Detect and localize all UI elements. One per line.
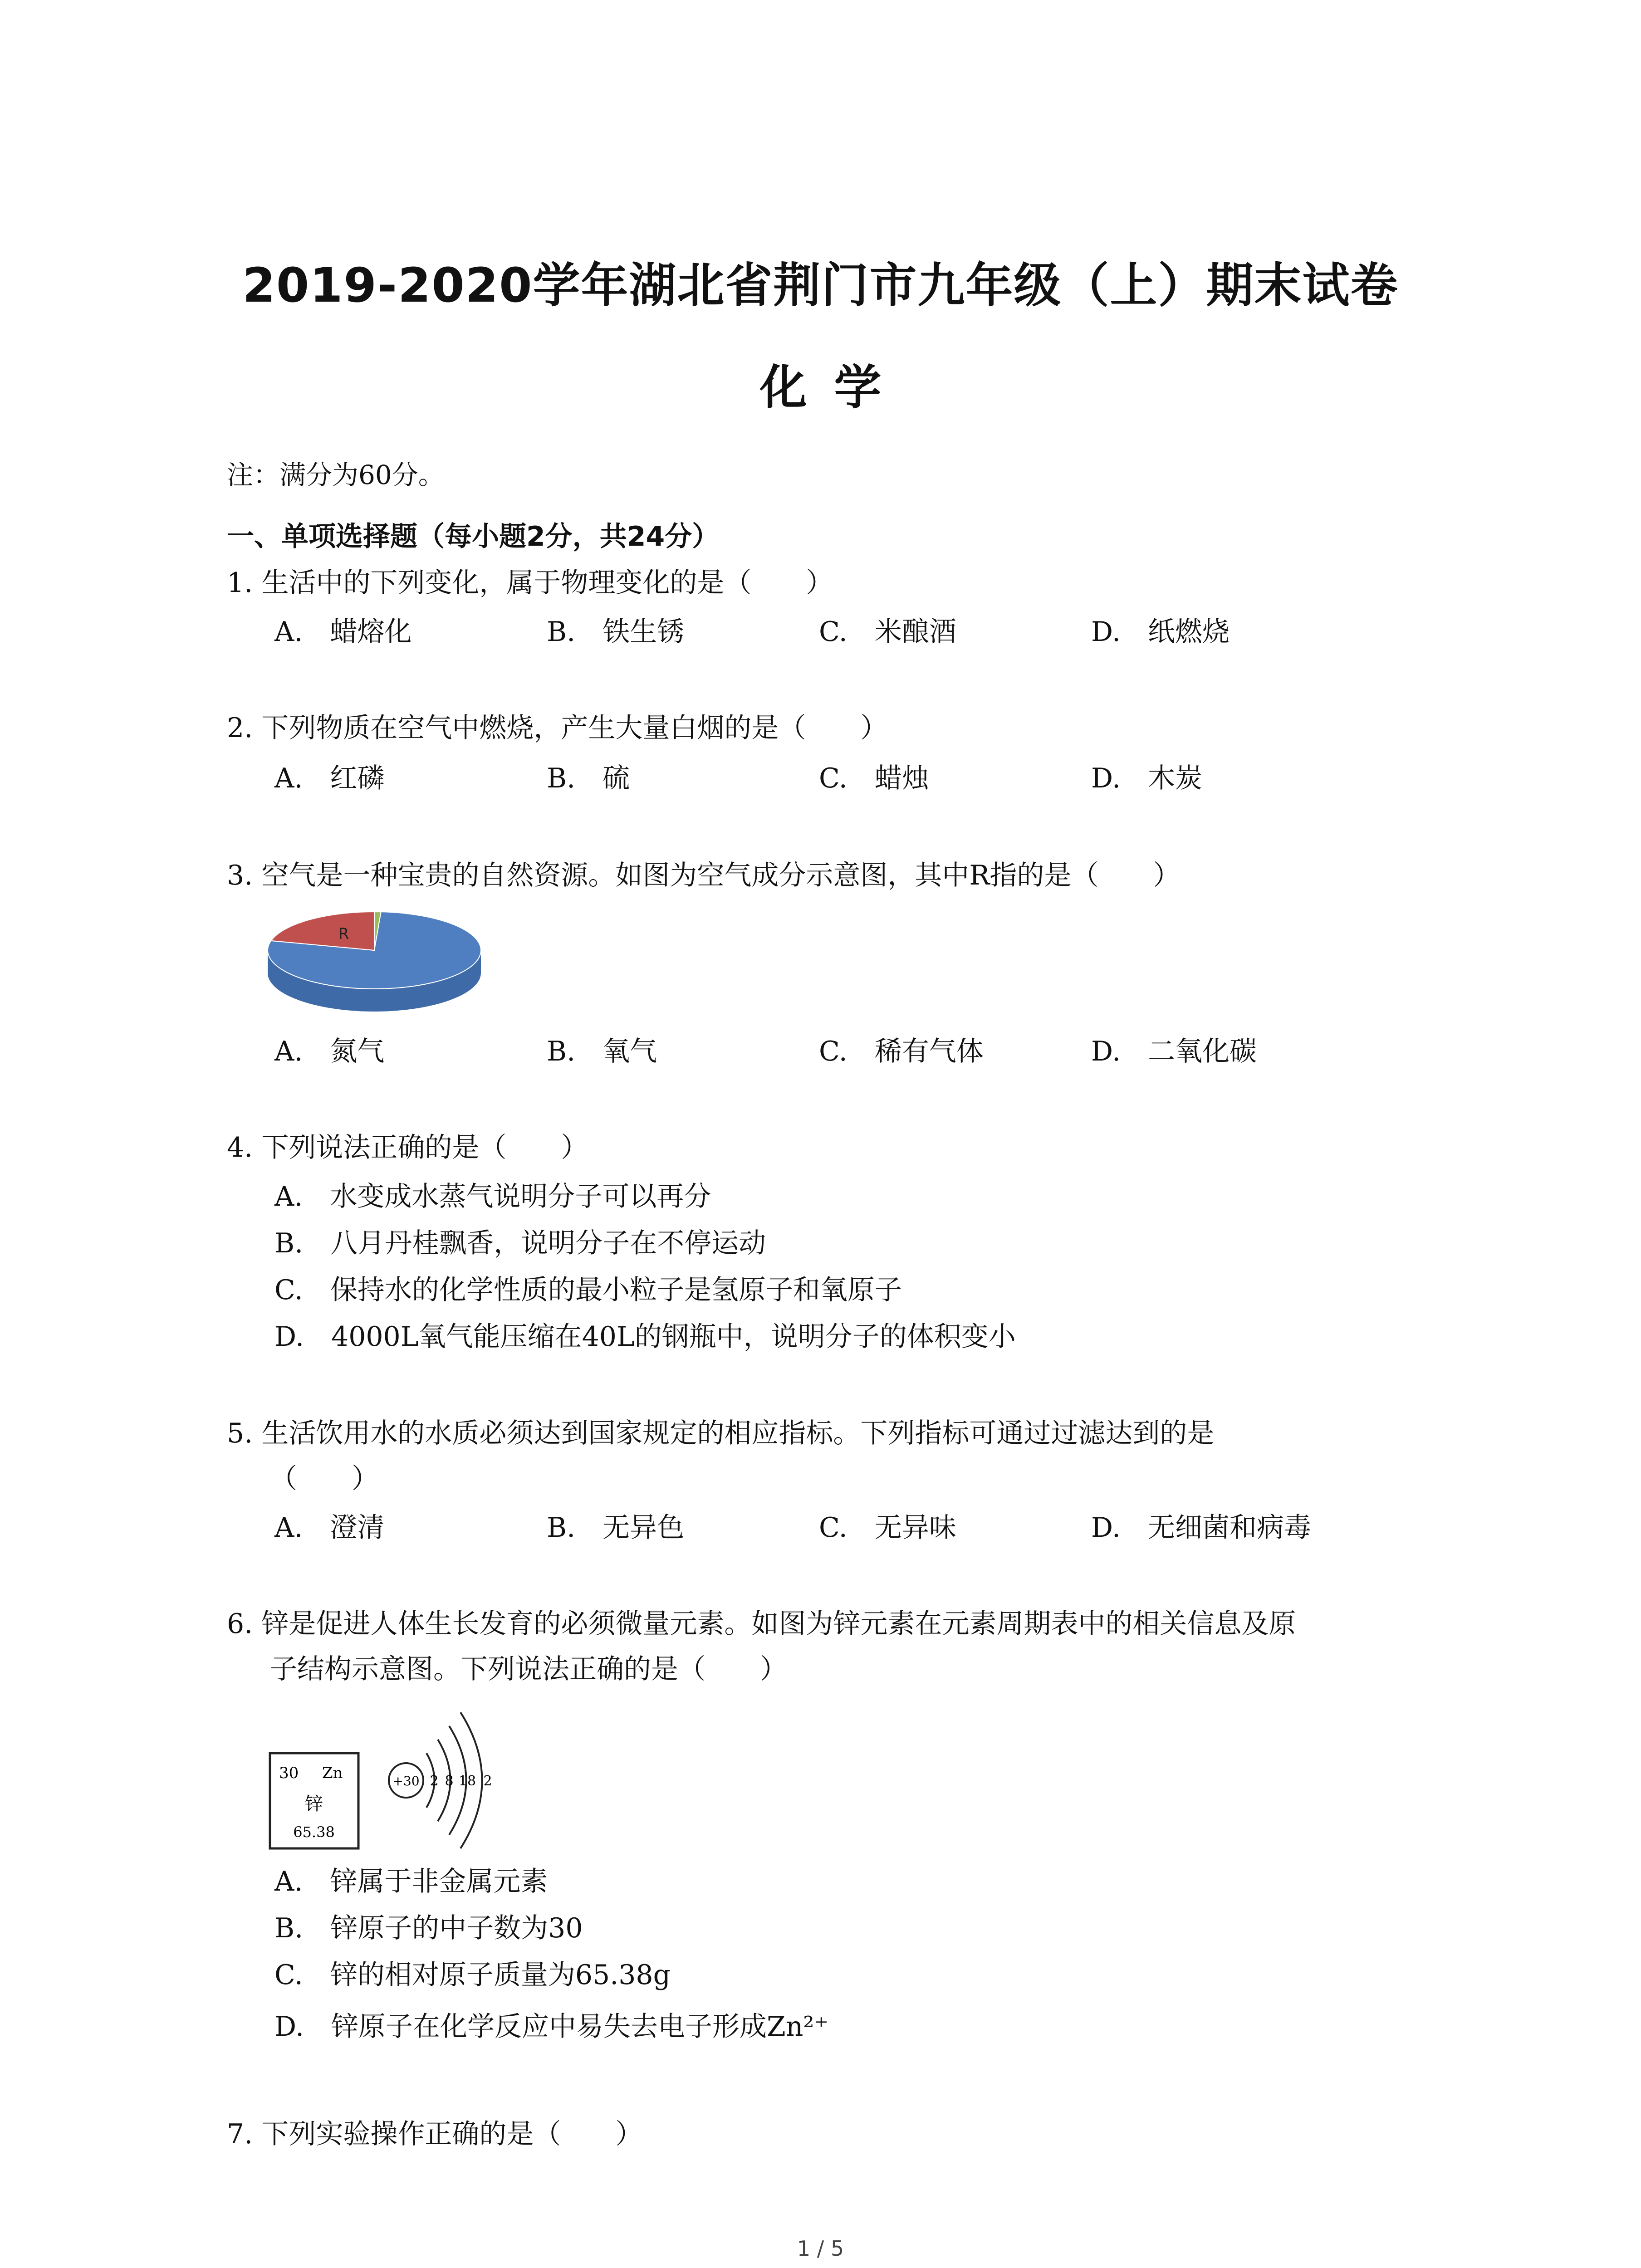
option-b[interactable]: B. 氧气	[547, 1036, 657, 1067]
option-d[interactable]: D. 4000L氧气能压缩在40L的钢瓶中，说明分子的体积变小	[274, 1321, 1016, 1353]
question-stem: 5. 生活饮用水的水质必须达到国家规定的相应指标。下列指标可通过过滤达到的是	[227, 1418, 1215, 1449]
question-5	[227, 1411, 1452, 1501]
page-number: 1 / 5	[797, 2236, 844, 2261]
option-c[interactable]: C. 保持水的化学性质的最小粒子是氢原子和氧原子	[274, 1274, 902, 1306]
score-note: 注：满分为60分。	[227, 459, 445, 490]
option-c[interactable]: C. 无异味	[819, 1512, 956, 1544]
option-a[interactable]: A. 红磷	[274, 763, 385, 794]
question-stem: 6. 锌是促进人体生长发育的必须微量元素。如图为锌元素在元素周期表中的相关信息及原	[227, 1608, 1296, 1640]
pie-label-r: R	[338, 925, 349, 943]
page-title: 2019-2020学年湖北省荆门市九年级（上）期末试卷	[242, 258, 1399, 313]
atomic-mass: 65.38	[293, 1823, 335, 1841]
option-c[interactable]: C. 锌的相对原子质量为65.38g	[274, 1959, 671, 1991]
question-4	[227, 1125, 1452, 1170]
subject-title: 化学	[759, 360, 909, 415]
question-3	[227, 853, 1452, 898]
nuclear-charge: +30	[392, 1774, 420, 1789]
question-stem: 2. 下列物质在空气中燃烧，产生大量白烟的是（ ）	[227, 712, 888, 744]
atomic-number: 30	[279, 1764, 299, 1782]
option-c[interactable]: C. 蜡烛	[819, 763, 929, 794]
element-symbol: Zn	[322, 1764, 343, 1782]
option-b[interactable]: B. 八月丹桂飘香，说明分子在不停运动	[274, 1227, 766, 1259]
shell-electrons-4: 2	[483, 1773, 492, 1789]
section-heading: 一、单项选择题（每小题2分，共24分）	[227, 521, 720, 552]
question-stem: 7. 下列实验操作正确的是（ ）	[227, 2118, 643, 2150]
option-c[interactable]: C. 稀有气体	[819, 1036, 984, 1067]
option-b[interactable]: B. 硫	[547, 763, 630, 794]
question-stem: 3. 空气是一种宝贵的自然资源。如图为空气成分示意图，其中R指的是（ ）	[227, 860, 1181, 891]
option-d[interactable]: D. 木炭	[1091, 763, 1203, 794]
option-b[interactable]: B. 铁生锈	[547, 616, 685, 648]
shell-electrons-1: 2	[430, 1773, 439, 1789]
option-d[interactable]: D. 二氧化碳	[1091, 1036, 1257, 1067]
shell-electrons-2: 8	[445, 1773, 454, 1789]
zinc-element-figure	[268, 1701, 504, 1855]
option-a[interactable]: A. 澄清	[274, 1512, 385, 1544]
question-stem-continued: （ ）	[270, 1463, 379, 1495]
option-a[interactable]: A. 水变成水蒸气说明分子可以再分	[274, 1181, 711, 1212]
question-6	[227, 1601, 1452, 1692]
element-name: 锌	[305, 1794, 323, 1814]
option-a[interactable]: A. 蜡熔化	[274, 616, 412, 648]
shell-electrons-3: 18	[458, 1773, 476, 1789]
option-d[interactable]: D. 锌原子在化学反应中易失去电子形成Zn²⁺	[274, 2011, 829, 2043]
question-stem: 1. 生活中的下列变化，属于物理变化的是（ ）	[227, 567, 833, 599]
option-b[interactable]: B. 无异色	[547, 1512, 685, 1544]
question-stem-continued: 子结构示意图。下列说法正确的是（ ）	[270, 1653, 787, 1685]
question-stem: 4. 下列说法正确的是（ ）	[227, 1132, 588, 1163]
air-composition-pie-chart	[263, 900, 485, 1032]
question-2	[227, 705, 1452, 751]
question-1	[227, 560, 1452, 606]
option-b[interactable]: B. 锌原子的中子数为30	[274, 1912, 583, 1944]
option-c[interactable]: C. 米酿酒	[819, 616, 956, 648]
option-a[interactable]: A. 氮气	[274, 1036, 385, 1067]
question-7	[227, 2112, 1452, 2157]
option-d[interactable]: D. 纸燃烧	[1091, 616, 1230, 648]
option-a[interactable]: A. 锌属于非金属元素	[274, 1866, 548, 1897]
option-d[interactable]: D. 无细菌和病毒	[1091, 1512, 1312, 1544]
